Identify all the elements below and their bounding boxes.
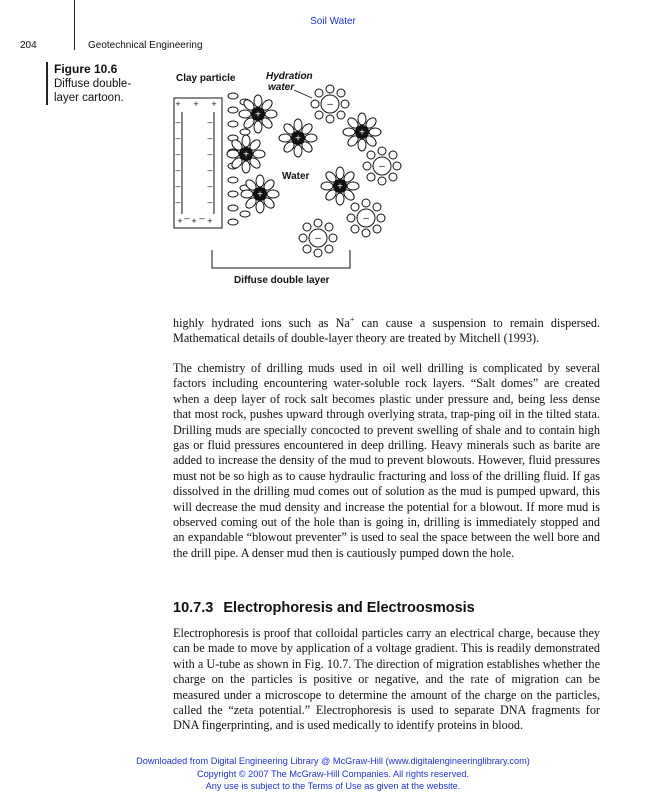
diffuse-double-layer-figure [150, 62, 420, 294]
svg-text:+: + [255, 109, 261, 121]
svg-text:–: – [175, 117, 181, 127]
svg-text:+: + [211, 99, 217, 109]
sodium-superscript: + [349, 314, 355, 324]
section-number: 10.7.3 [173, 600, 214, 616]
hydration-water-label: water [268, 82, 295, 93]
hydration-callout-line [294, 90, 312, 98]
svg-text:–: – [175, 165, 181, 175]
clay-particle-plate [174, 98, 222, 228]
svg-text:+: + [295, 133, 301, 145]
figure-label: Figure 10.6 [54, 62, 118, 76]
svg-text:_: _ [187, 88, 193, 98]
svg-text:–: – [175, 149, 181, 159]
section-label: Soil Water [310, 16, 356, 27]
svg-text:+: + [257, 189, 263, 201]
hydration-label: Hydration [266, 71, 313, 82]
hydrated-cations [227, 95, 381, 213]
svg-text:+: + [337, 181, 343, 193]
svg-text:–: – [207, 197, 213, 207]
svg-text:_: _ [184, 209, 190, 219]
body-paragraph-2: The chemistry of drilling muds used in oil well drilling is complicated by several factors including encountering water-soluble rock layers. “Salt domes” are created when a deep layer of rock salt becomes plastic under pressure and, being less dense that most rock, pushes upward through overlying strata, trap-ping oil in the tilted stata. Drilling muds are specially concocted to prevent swelling of shale and to contain high gas or fluid pressures encountered in deep drilling. Heavy minerals such as barite are added to increase the density of the mud to prevent blowouts. However, fluid pressures must not be so high as to cause hydraulic fracturing and loss of the drilling fluid. If gas dissolved in the drilling mud comes out of solution as the mud is pumped upward, this will decrease the mud density and increase the potential for a blowout. If more mud is observed coming out of the hole than is going in, drilling is immediately stopped and an expandable “blowout preventer” is used to seal the space between the well bore and the drill pipe. A denser mud then is cautiously pumped down the hole. [173, 361, 600, 560]
footer-copyright: Copyright © 2007 The McGraw-Hill Companies. All rights reserved. [196, 768, 470, 779]
page-number: 204 [20, 40, 37, 51]
figure-description: Diffuse double-layer cartoon. [54, 78, 132, 104]
svg-text:+: + [191, 216, 197, 226]
figure-caption [46, 62, 154, 105]
body-paragraph-1 [173, 316, 600, 347]
svg-text:–: – [175, 197, 181, 207]
section-title: Electrophoresis and Electroosmosis [223, 600, 475, 616]
body-paragraph-3: Electrophoresis is proof that colloidal particles carry an electrical charge, because they can be made to move by application of a voltage gradient. This is readily demonstrated with a U-tube as shown in Fig. 10.7. The direction of migration establishes whether the charge on the particles is positive or negative, and the rate of migration can be measured under a microscope to determine the amount of the charge on the particles, called the “zeta potential.” Electrophoresis is used to separate DNA fragments for DNA fingerprinting, and is used medically to identify proteins in blood. [173, 626, 600, 733]
para1-start: highly hydrated ions such as Na [173, 316, 350, 330]
footer-terms[interactable]: Any use is subject to the Terms of Use as given at the website. [205, 781, 461, 791]
hydrated-anions [299, 85, 401, 257]
svg-text:–: – [363, 213, 369, 224]
svg-text:–: – [207, 149, 213, 159]
running-head: Geotechnical Engineering [88, 40, 203, 51]
svg-text:–: – [175, 133, 181, 143]
svg-text:_: _ [199, 88, 205, 98]
footer [0, 755, 666, 793]
svg-text:+: + [193, 99, 199, 109]
footer-download-link[interactable]: Downloaded from Digital Engineering Library @ McGraw-Hill (www.digitalengineeringlibrary.com) [136, 756, 530, 766]
para1-rest: can cause a suspension to remain dispersed. Mathematical details of double-layer theory are treated by Mitchell (1993). [173, 316, 600, 346]
svg-text:_: _ [199, 209, 205, 219]
svg-text:–: – [207, 165, 213, 175]
svg-text:–: – [207, 181, 213, 191]
svg-text:+: + [359, 127, 365, 139]
svg-text:–: – [207, 133, 213, 143]
header-divider [74, 0, 75, 50]
svg-text:+: + [207, 216, 213, 226]
clay-particle-label: Clay particle [176, 73, 236, 84]
svg-text:–: – [175, 181, 181, 191]
svg-text:+: + [177, 216, 183, 226]
svg-text:–: – [327, 99, 333, 110]
svg-text:–: – [379, 161, 385, 172]
svg-text:–: – [207, 117, 213, 127]
svg-text:+: + [243, 149, 249, 161]
svg-text:+: + [175, 99, 181, 109]
diffuse-double-layer-label: Diffuse double layer [234, 275, 330, 286]
svg-text:–: – [315, 233, 321, 244]
figure-diagram [150, 62, 420, 294]
section-heading [173, 600, 475, 616]
water-label: Water [282, 171, 310, 182]
